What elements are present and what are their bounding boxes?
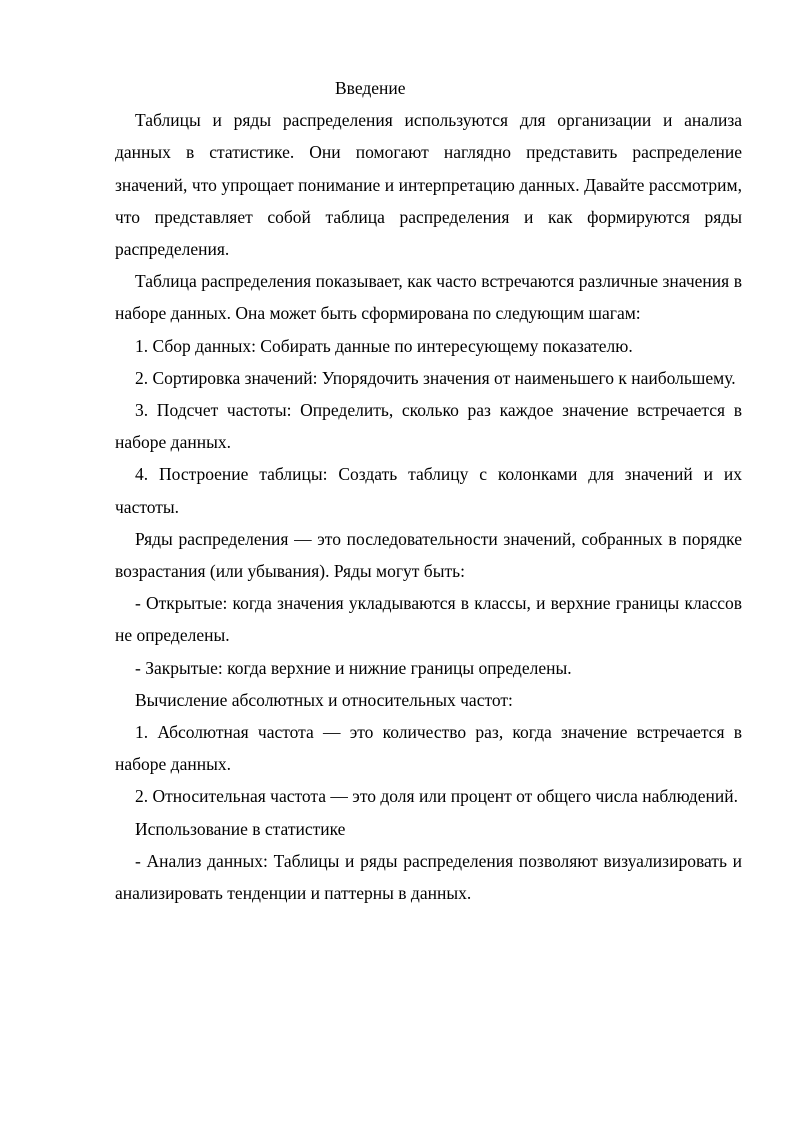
step-3-item: 3. Подсчет частоты: Определить, сколько раз каждое значение встречается в наборе данных. xyxy=(115,400,742,453)
data-analysis-item: - Анализ данных: Таблицы и ряды распределения позволяют визуализировать и анализировать тенденции и паттерны в данных. xyxy=(115,850,742,904)
relative-frequency-item: 2. Относительная частота — это доля или процент от общего числа наблюдений. xyxy=(135,786,738,807)
document-title: Введение xyxy=(335,78,406,98)
absolute-frequency-item: 1. Абсолютная частота — это количество раз, когда значение встречается в наборе данных. xyxy=(115,722,742,775)
step-1-item: 1. Сбор данных: Собирать данные по интересующему показателю. xyxy=(135,335,633,356)
open-series-item: - Открытые: когда значения укладываются в классы, и верхние границы классов не определены. xyxy=(115,593,742,646)
usage-heading: Использование в статистике xyxy=(135,818,346,839)
step-2-item: 2. Сортировка значений: Упорядочить значения от наименьшего к наибольшему. xyxy=(135,367,736,388)
distribution-series-paragraph: Ряды распределения — это последовательности значений, собранных в порядке возрастания (или убывания). Ряды могут быть: xyxy=(115,528,742,582)
document-page xyxy=(115,72,742,909)
distribution-table-paragraph: Таблица распределения показывает, как часто встречаются различные значения в наборе данных. Она может быть сформирована по следующим шагам: xyxy=(115,271,742,324)
step-4-item: 4. Построение таблицы: Создать таблицу с колонками для значений и их частоты. xyxy=(115,464,742,517)
intro-paragraph: Таблицы и ряды распределения используются для организации и анализа данных в статистике. Они помогают наглядно представить распределение значений, что упрощает понимание и интерпретацию данных. Давайте рассмотрим, что представляет собой таблица распределения и как формируются ряды распределения. xyxy=(115,110,742,260)
frequencies-heading: Вычисление абсолютных и относительных частот: xyxy=(135,689,513,710)
closed-series-item: - Закрытые: когда верхние и нижние границы определены. xyxy=(135,657,572,678)
